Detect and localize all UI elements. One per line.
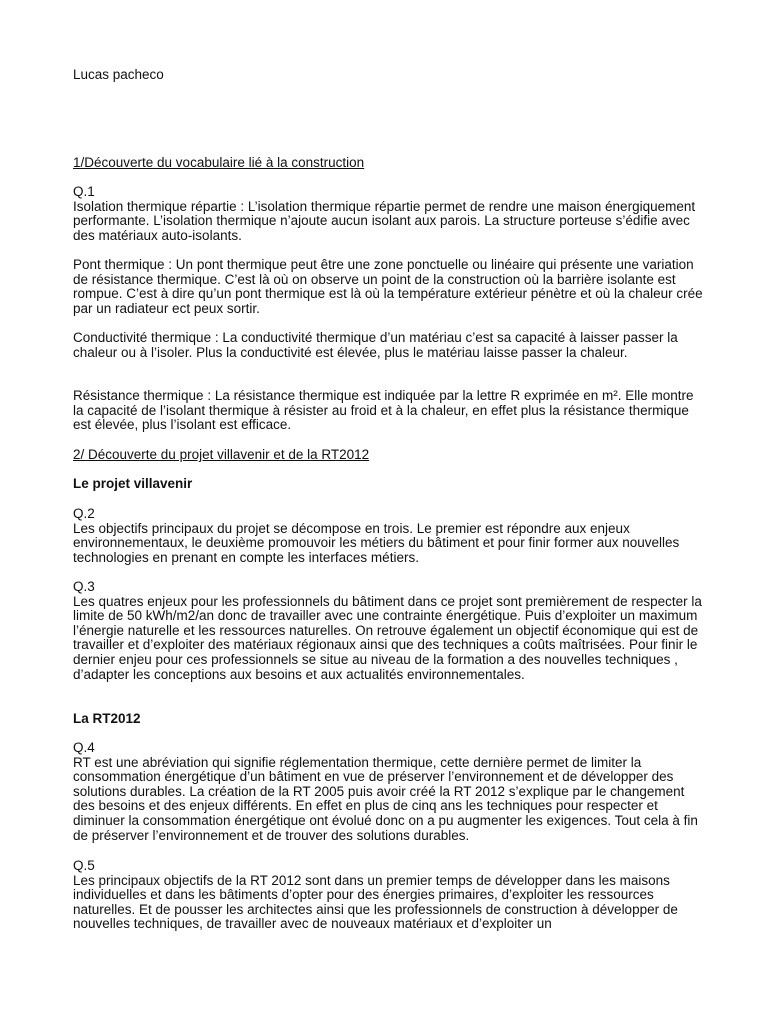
subheading-rt2012: La RT2012 [73,711,141,726]
q4-block [73,741,705,843]
q2-label: Q.2 [73,506,95,521]
section1-title: 1/Découverte du vocabulaire lié à la construction [73,155,365,170]
q1-label: Q.1 [73,184,95,199]
q2-answer: Les objectifs principaux du projet se décompose en trois. Le premier est répondre aux enjeux environnementaux, le deuxième promouvoir les métiers du bâtiment et pour finir former aux nouvelles technologies en prenant en compte les interfaces métiers. [73,520,680,565]
q5-label: Q.5 [73,858,95,873]
definition-isolation-thermique: Isolation thermique répartie : L’isolation thermique répartie permet de rendre une maison énergiquement performante. L’isolation thermique n’ajoute aucun isolant aux parois. La structure porteuse s’édifie avec des matériaux auto-isolants. [73,198,696,243]
definition-conductivite-thermique: Conductivité thermique : La conductivité thermique d’un matériau c’est sa capacité à laisser passer la chaleur ou à l’isoler. Plus la conductivité est élevée, plus le matériau laisse passer la chaleur. [73,330,678,360]
author-name: Lucas pacheco [73,67,164,82]
definition-pont-thermique: Pont thermique : Un pont thermique peut être une zone ponctuelle ou linéaire qui présente une variation de résistance thermique. C’est là où on observe un point de la construction où la barrière isolante est rompue. C’est à dire qu’un pont thermique est là où la température extérieur pénètre et où la chaleur crée par un radiateur ect peux sortir. [73,257,703,316]
q4-label: Q.4 [73,740,95,755]
q1-block [73,185,705,243]
section2-title: 2/ Découverte du projet villavenir et de la RT2012 [73,447,370,462]
subheading-projet-villavenir: Le projet villavenir [73,476,193,491]
q3-label: Q.3 [73,579,95,594]
q4-answer: RT est une abréviation qui signifie réglementation thermique, cette dernière permet de limiter la consommation énergétique d’un bâtiment en vue de préserver l’environnement et de développer des solutions durables. La création de la RT 2005 puis avoir créé la RT 2012 s’explique par le changement des besoins et des enjeux différents. En effet en plus de cinq ans les techniques pour respecter et diminuer la consommation énergétique ont évolué donc on a pu augmenter les exigences. Tout cela à fin de préserver l’environnement et de trouver des solutions durables. [73,754,698,843]
q5-answer: Les principaux objectifs de la RT 2012 sont dans un premier temps de développer dans les maisons individuelles et dans les bâtiments d’opter pour des énergies primaires, d’exploiter les ressources naturelles. Et de pousser les architectes ainsi que les professionnels de construction à développer de nouvelles techniques, de travailler avec de nouveaux matériaux et d’exploiter un [73,872,678,932]
q5-block [73,859,705,932]
q2-block [73,507,705,565]
q3-answer: Les quatres enjeux pour les professionnels du bâtiment dans ce projet sont premièrement de respecter la limite de 50 kWh/m2/an donc de travailler avec une contrainte énergétique. Puis d’exploiter un maximum l’énergie naturelle et les ressources naturelles. On retrouve également un objectif économique qui est de travailler et d’exploiter des matériaux régionaux ainsi que des techniques a coûts maîtrisées. Pour finir le dernier enjeu pour ces professionnels se situe au niveau de la formation a des nouvelles techniques , d’adapter les conceptions aux besoins et aux actualités environnementales. [73,593,702,682]
q3-block [73,580,705,682]
definition-resistance-thermique: Résistance thermique : La résistance thermique est indiquée par la lettre R exprimée en m². Elle montre la capacité de l’isolant thermique à résister au froid et à la chaleur, en effet plus la résistance thermique est élevée, plus l’isolant est efficace. [73,388,694,433]
